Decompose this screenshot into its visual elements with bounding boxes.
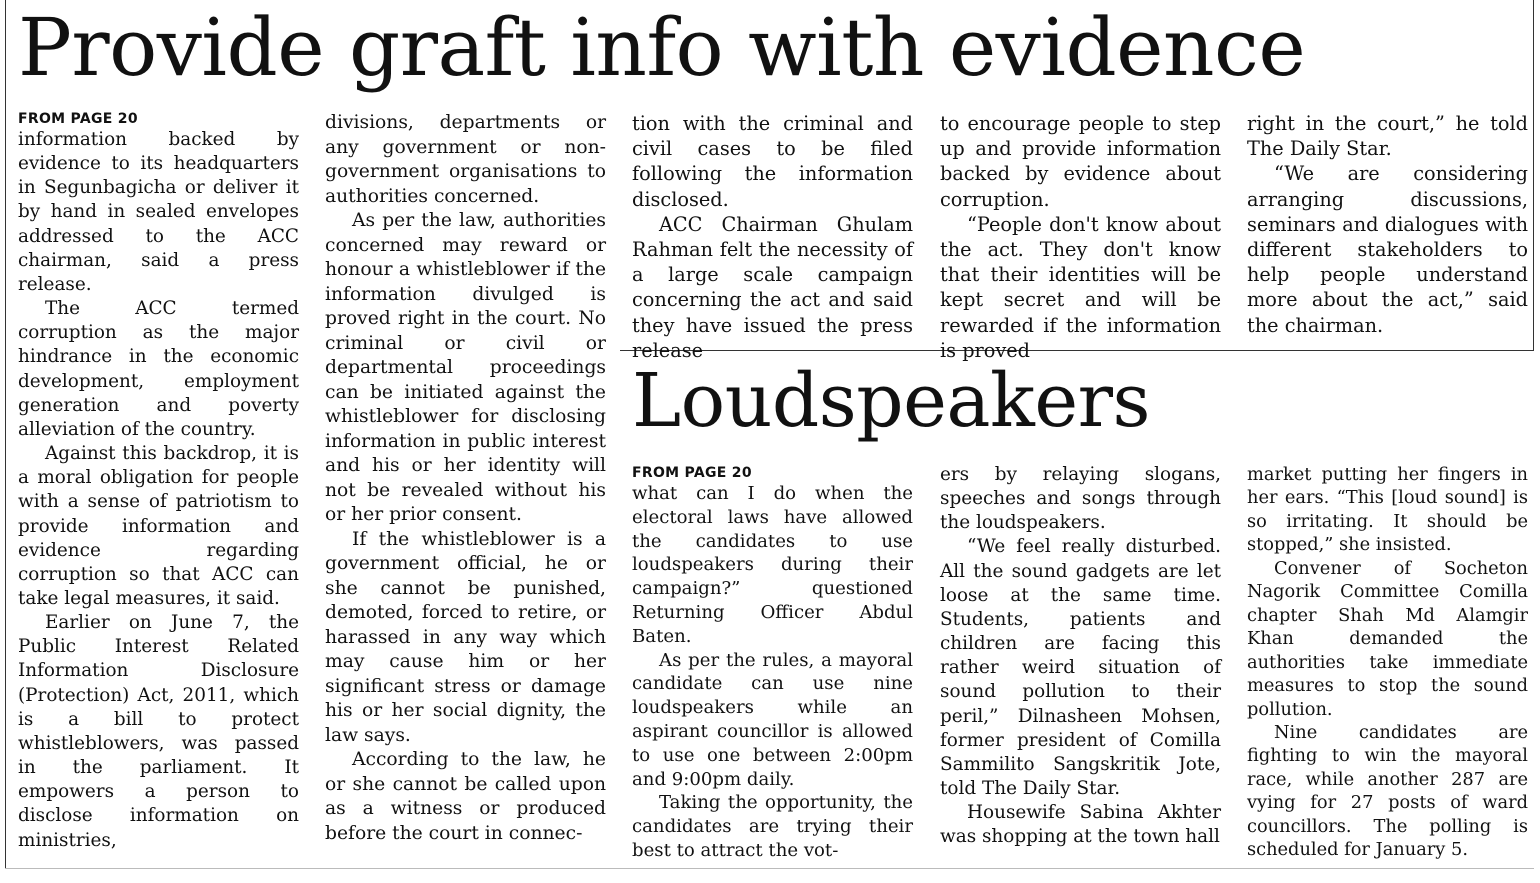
paragraph: As per the rules, a mayoral candidate can use nine loudspeakers while an aspirant councillor is allowed to use one between 2:00pm and 9:00pm daily. bbox=[632, 649, 913, 790]
story2-headline: Loudspeakers bbox=[632, 358, 1150, 444]
paragraph: Earlier on June 7, the Public Interest Related Information Disclosure (Protection) Act, 2011, which is a bill to protect whistleblowers, was passed in the parliament. It empowers a person to disclose information on ministries, bbox=[18, 612, 299, 851]
page-bottom-rule bbox=[5, 868, 1534, 869]
paragraph: right in the court,” he told The Daily Star. bbox=[1247, 112, 1528, 161]
paragraph: Taking the opportunity, the candidates are trying their best to attract the vot- bbox=[632, 792, 913, 861]
paragraph: Against this backdrop, it is a moral obligation for people with a sense of patriotism to provide information and evidence regarding corruption so that ACC can take legal measures, it said. bbox=[18, 443, 299, 609]
paragraph: “People don't know about the act. They don't know that their identities will be kept secret and will be rewarded if the information is proved bbox=[940, 212, 1221, 362]
story1-column-5 bbox=[1247, 111, 1528, 338]
story1-jump-line: FROM PAGE 20 bbox=[18, 111, 138, 127]
paragraph: Nine candidates are fighting to win the mayoral race, while another 287 are vying for 27 posts of ward councillors. The polling is scheduled for January 5. bbox=[1247, 721, 1528, 861]
story2-column-3 bbox=[1247, 463, 1528, 862]
story1-column-1 bbox=[18, 111, 299, 853]
story2-column-1 bbox=[632, 465, 913, 863]
paragraph: to encourage people to step up and provide information backed by evidence about corruption. bbox=[940, 112, 1221, 211]
paragraph: As per the law, authorities concerned may reward or honour a whistleblower if the information divulged is proved right in the court. No criminal or civil or departmental proceedings can be initiated against the whistleblower for disclosing information in public interest and his or her identity will not be revealed without his or her prior consent. bbox=[325, 210, 606, 525]
story1-headline: Provide graft info with evidence bbox=[18, 1, 1306, 94]
left-column-rule bbox=[5, 0, 6, 868]
story1-column-2 bbox=[325, 111, 606, 846]
paragraph: Housewife Sabina Akhter was shopping at the town hall bbox=[940, 802, 1221, 848]
right-column-rule bbox=[1533, 0, 1534, 350]
paragraph: information backed by evidence to its headquarters in Segunbagicha or deliver it by hand in sealed envelopes addressed to the ACC chairman, said a press release. bbox=[18, 129, 299, 295]
paragraph: “We are considering arranging discussions, seminars and dialogues with different stakeholders to help people understand more about the act,” said the chairman. bbox=[1247, 162, 1528, 337]
story1-column-4 bbox=[940, 111, 1221, 363]
paragraph: According to the law, he or she cannot be called upon as a witness or produced before the court in connec- bbox=[325, 749, 606, 844]
story2-column-2 bbox=[940, 463, 1221, 850]
paragraph: The ACC termed corruption as the major hindrance in the economic development, employment generation and poverty alleviation of the country. bbox=[18, 298, 299, 440]
paragraph: divisions, departments or any government or non-government organisations to authorities concerned. bbox=[325, 112, 606, 207]
paragraph: what can I do when the electoral laws have allowed the candidates to use loudspeakers during their campaign?” questioned Returning Officer Abdul Baten. bbox=[632, 483, 913, 647]
story1-column-3 bbox=[632, 111, 913, 363]
paragraph: tion with the criminal and civil cases to be filed following the information disclosed. bbox=[632, 112, 913, 211]
paragraph: market putting her fingers in her ears. “This [loud sound] is so irritating. It should be stopped,” she insisted. bbox=[1247, 464, 1528, 556]
paragraph: “We feel really disturbed. All the sound gadgets are let loose at the same time. Students, patients and children are facing this rather weird situation of sound pollution to their peril,” Dilnasheen Mohsen, former president of Comilla Sammilito Sangskritik Jote, told The Daily Star. bbox=[940, 536, 1221, 800]
story2-jump-line: FROM PAGE 20 bbox=[632, 465, 752, 481]
paragraph: If the whistleblower is a government official, he or she cannot be punished, demoted, forced to retire, or harassed in any way which may cause him or her significant stress or damage his or her social dignity, the law says. bbox=[325, 528, 606, 746]
paragraph: ACC Chairman Ghulam Rahman felt the necessity of a large scale campaign concerning the act and said they have issued the press release bbox=[632, 212, 913, 362]
paragraph: Convener of Socheton Nagorik Committee Comilla chapter Shah Md Alamgir Khan demanded the authorities take immediate measures to stop the sound pollution. bbox=[1247, 557, 1528, 720]
paragraph: ers by relaying slogans, speeches and songs through the loudspeakers. bbox=[940, 464, 1221, 534]
